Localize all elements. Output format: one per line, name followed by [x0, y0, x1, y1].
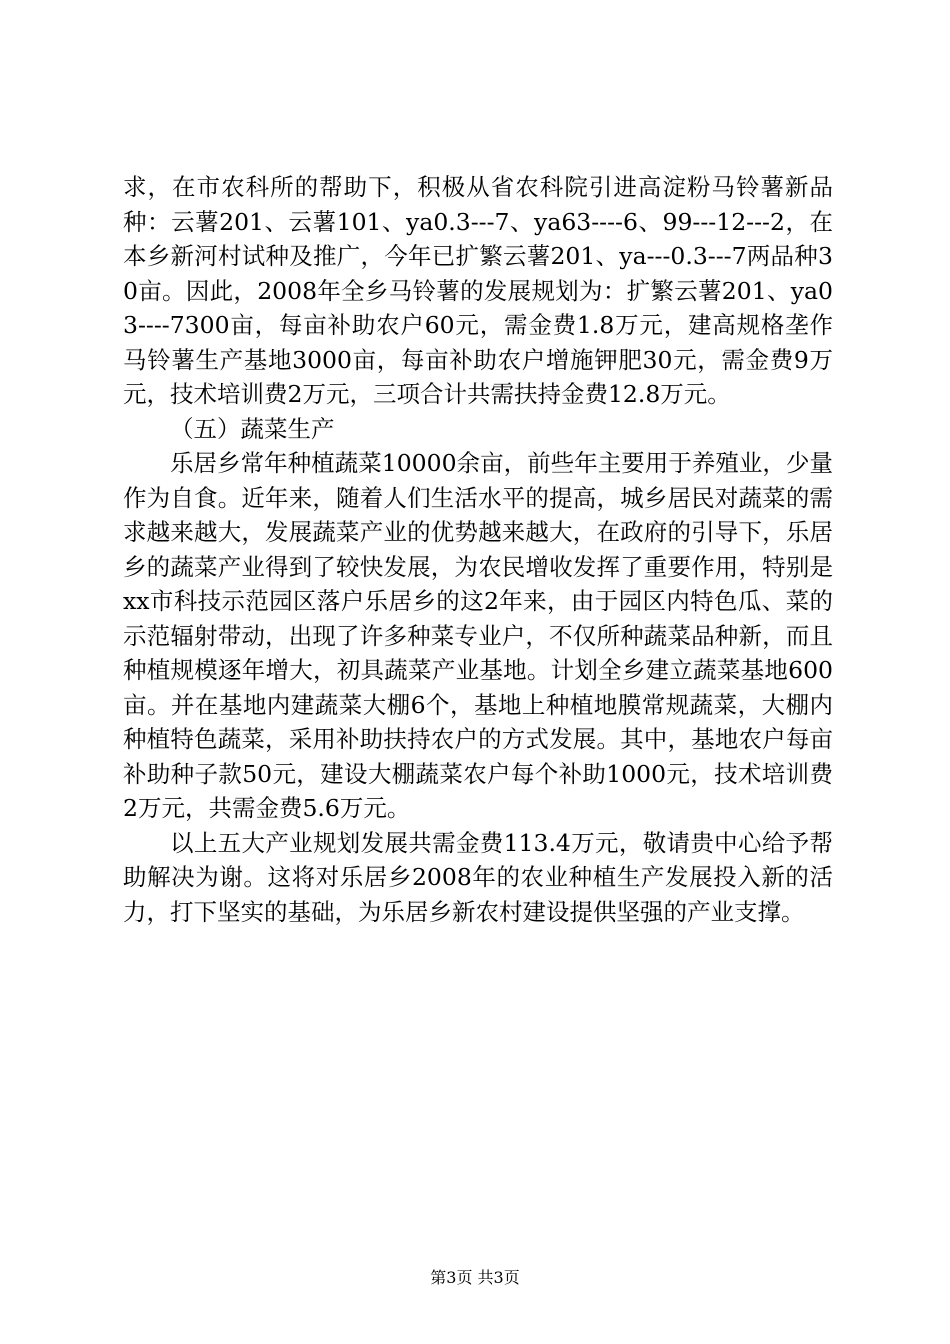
paragraph-potato-plan: 求，在市农科所的帮助下，积极从省农科院引进高淀粉马铃薯新品种：云薯201、云薯101、ya0.3---7、ya63----6、99---12---2，在本乡新河村试种及推广，今年已扩繁云薯201、ya---0.3---7两品种30亩。因此，2008年全乡马铃薯的发展规划为：扩繁云薯201、ya03----7300亩，每亩补助农户60元，需金费1.8万元，建高规格垄作马铃薯生产基地3000亩，每亩补助农户增施钾肥30元，需金费9万元，技术培训费2万元，三项合计共需扶持金费12.8万元。	[123, 173, 833, 408]
page-footer: 第3页 共3页	[430, 1268, 520, 1287]
document-body	[123, 170, 833, 929]
paragraph-vegetable-plan: 乐居乡常年种植蔬菜10000余亩，前些年主要用于养殖业，少量作为自食。近年来，随着人们生活水平的提高，城乡居民对蔬菜的需求越来越大，发展蔬菜产业的优势越来越大，在政府的引导下，乐居乡的蔬菜产业得到了较快发展，为农民增收发挥了重要作用，特别是xx市科技示范园区落户乐居乡的这2年来，由于园区内特色瓜、菜的示范辐射带动，出现了许多种菜专业户，不仅所种蔬菜品种新，而且种植规模逐年增大，初具蔬菜产业基地。计划全乡建立蔬菜基地600亩。并在基地内建蔬菜大棚6个，基地上种植地膜常规蔬菜，大棚内种植特色蔬菜，采用补助扶持农户的方式发展。其中，基地农户每亩补助种子款50元，建设大棚蔬菜农户每个补助1000元，技术培训费2万元，共需金费5.6万元。	[123, 449, 833, 822]
paragraph-conclusion: 以上五大产业规划发展共需金费113.4万元，敬请贵中心给予帮助解决为谢。这将对乐居乡2008年的农业种植生产发展投入新的活力，打下坚实的基础，为乐居乡新农村建设提供坚强的产业支撑。	[123, 828, 833, 926]
section-heading-vegetables: （五）蔬菜生产	[170, 414, 335, 443]
